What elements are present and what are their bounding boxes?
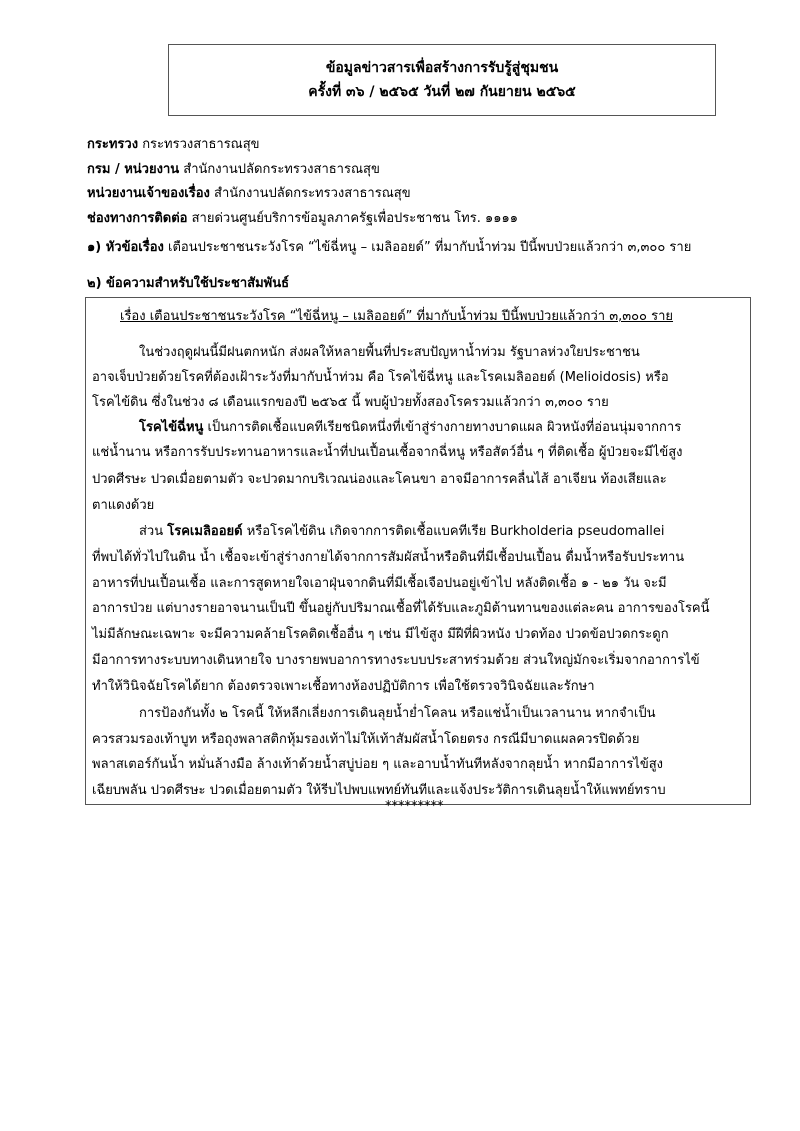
- meta-owner-label: หน่วยงานเจ้าของเรื่อง: [87, 186, 210, 201]
- paragraph-1-line-3: โรคไข้ดิน ซึ่งในช่วง ๘ เดือนแรกของปี ๒๕๖๕ นี้ พบผู้ป่วยทั้งสองโรครวมแล้วกว่า ๓,๓๐๐ ราย: [92, 395, 609, 410]
- section-2-label: ๒) ข้อความสำหรับใช้ประชาสัมพันธ์: [87, 276, 290, 291]
- section-1-text: เตือนประชาชนระวังโรค “ไข้ฉี่หนู – เมลิออยด์” ที่มากับน้ำท่วม ปีนี้พบป่วยแล้วกว่า ๓,๓๐๐ ราย: [168, 240, 692, 255]
- meta-contact: [87, 207, 518, 232]
- paragraph-1-line-2: อาจเจ็บป่วยด้วยโรคที่ต้องเฝ้าระวังที่มากับน้ำท่วม คือ โรคไข้ฉี่หนู และโรคเมลิออยด์ (Melioidosis) หรือ: [92, 370, 669, 385]
- meta-dept-value: สำนักงานปลัดกระทรวงสาธารณสุข: [183, 161, 380, 177]
- paragraph-2-line-3: ปวดศีรษะ ปวดเมื่อยตามตัว จะปวดมากบริเวณน่องและโคนขา อาจมีอาการคลื่นไส้ อาเจียน ท้องเสียและ: [92, 472, 667, 487]
- paragraph-4-line-2: ควรสวมรองเท้าบูท หรือถุงพลาสติกหุ้มรองเท้าไม่ให้เท้าสัมผัสน้ำโดยตรง กรณีมีบาดแผลควรปิดด้วย: [92, 732, 640, 747]
- paragraph-3-line-1-text: หรือโรคไข้ดิน เกิดจากการติดเชื้อแบคทีเรีย Burkholderia pseudomallei: [242, 524, 665, 539]
- paragraph-4-line-4: เฉียบพลัน ปวดศีรษะ ปวดเมื่อยตามตัว ให้รีบไปพบแพทย์ทันทีและแจ้งประวัติการเดินลุยน้ำให้แพทย์ทราบ: [92, 783, 666, 798]
- meta-ministry: [87, 133, 518, 158]
- paragraph-3-line-1: [139, 520, 664, 541]
- section-1-topic: [87, 236, 691, 257]
- paragraph-2-line-1: [139, 416, 681, 437]
- paragraph-3-line-6: มีอาการทางระบบทางเดินหายใจ บางรายพบอาการทางระบบประสาทร่วมด้วย ส่วนใหญ่มักจะเริ่มจากอาการไข้: [92, 653, 700, 668]
- header-box: [168, 44, 716, 116]
- leptospirosis-term: โรคไข้ฉี่หนู: [139, 420, 204, 435]
- paragraph-2-line-1-text: เป็นการติดเชื้อแบคทีเรียชนิดหนึ่งที่เข้าสู่ร่างกายทางบาดแผล ผิวหนังที่อ่อนนุ่มจากการ: [203, 420, 682, 435]
- paragraph-3-line-5: ไม่มีลักษณะเฉพาะ จะมีความคล้ายโรคติดเชื้ออื่น ๆ เช่น มีไข้สูง มีฝีที่ผิวหนัง ปวดท้อง ปวดข้อปวดกระดูก: [92, 627, 669, 642]
- header-title: ข้อมูลข่าวสารเพื่อสร้างการรับรู้สู่ชุมชน: [325, 60, 559, 76]
- meta-owner: [87, 182, 518, 207]
- melioidosis-term: โรคเมลิออยด์: [167, 524, 243, 539]
- paragraph-3-prefix: ส่วน: [139, 524, 168, 539]
- paragraph-2-line-2: แช่น้ำนาน หรือการรับประทานอาหารและน้ำที่ปนเปื้อนเชื้อจากฉี่หนู หรือสัตว์อื่น ๆ ที่ติดเชื้อ ผู้ป่วยจะมีไข้สูง: [92, 445, 683, 460]
- story-title: เรื่อง เตือนประชาชนระวังโรค “ไข้ฉี่หนู – เมลิออยด์” ที่มากับน้ำท่วม ปีนี้พบป่วยแล้วกว่า ๓,๓๐๐ ราย: [120, 309, 674, 324]
- meta-contact-value: สายด่วนศูนย์บริการข้อมูลภาครัฐเพื่อประชาชน โทร. ๑๑๑๑: [191, 210, 519, 226]
- paragraph-3-line-7: ทำให้วินิจฉัยโรคได้ยาก ต้องตรวจเพาะเชื้อทางห้องปฏิบัติการ เพื่อใช้ตรวจวินิจฉัยและรักษา: [92, 679, 595, 694]
- paragraph-3-line-2: ที่พบได้ทั่วไปในดิน น้ำ เชื้อจะเข้าสู่ร่างกายได้จากการสัมผัสน้ำหรือดินที่มีเชื้อปนเปื้อน ดื่มน้ำหรือรับประทาน: [92, 550, 685, 565]
- paragraph-3-line-4: อาการป่วย แต่บางรายอาจนานเป็นปี ขึ้นอยู่กับปริมาณเชื้อที่ได้รับและภูมิต้านทานของแต่ละคน อาการของโรคนี้: [92, 601, 710, 616]
- paragraph-1-line-1: ในช่วงฤดูฝนนี้มีฝนตกหนัก ส่งผลให้หลายพื้นที่ประสบปัญหาน้ำท่วม รัฐบาลห่วงใยประชาชน: [139, 345, 640, 360]
- meta-owner-value: สำนักงานปลัดกระทรวงสาธารณสุข: [214, 186, 411, 201]
- meta-dept-label: กรม / หน่วยงาน: [87, 161, 180, 177]
- paragraph-3-line-3: อาหารที่ปนเปื้อนเชื้อ และการสูดหายใจเอาฝุ่นจากดินที่มีเชื้อเจือปนอยู่เข้าไป หลังติดเชื้อ ๑ - ๒๑ วัน จะมี: [92, 576, 667, 591]
- paragraph-4-line-3: พลาสเตอร์กันน้ำ หมั่นล้างมือ ล้างเท้าด้วยน้ำสบู่บ่อย ๆ และอาบน้ำทันทีหลังจากลุยน้ำ หากมีอาการไข้สูง: [92, 757, 664, 772]
- meta-ministry-value: กระทรวงสาธารณสุข: [142, 137, 260, 152]
- end-marker: *********: [385, 799, 444, 814]
- header-issue-date: ครั้งที่ ๓๖ / ๒๕๖๕ วันที่ ๒๗ กันยายน ๒๕๖๕: [308, 84, 576, 100]
- meta-department: [87, 158, 518, 183]
- meta-contact-label: ช่องทางการติดต่อ: [87, 210, 188, 226]
- section-1-label: ๑) หัวข้อเรื่อง: [87, 240, 164, 255]
- paragraph-2-line-4: ตาแดงด้วย: [92, 498, 155, 513]
- meta-ministry-label: กระทรวง: [87, 137, 139, 152]
- meta-block: [87, 133, 518, 231]
- paragraph-4-line-1: การป้องกันทั้ง ๒ โรคนี้ ให้หลีกเลี่ยงการเดินลุยน้ำย่ำโคลน หรือแช่น้ำเป็นเวลานาน หากจำเป็น: [139, 706, 656, 721]
